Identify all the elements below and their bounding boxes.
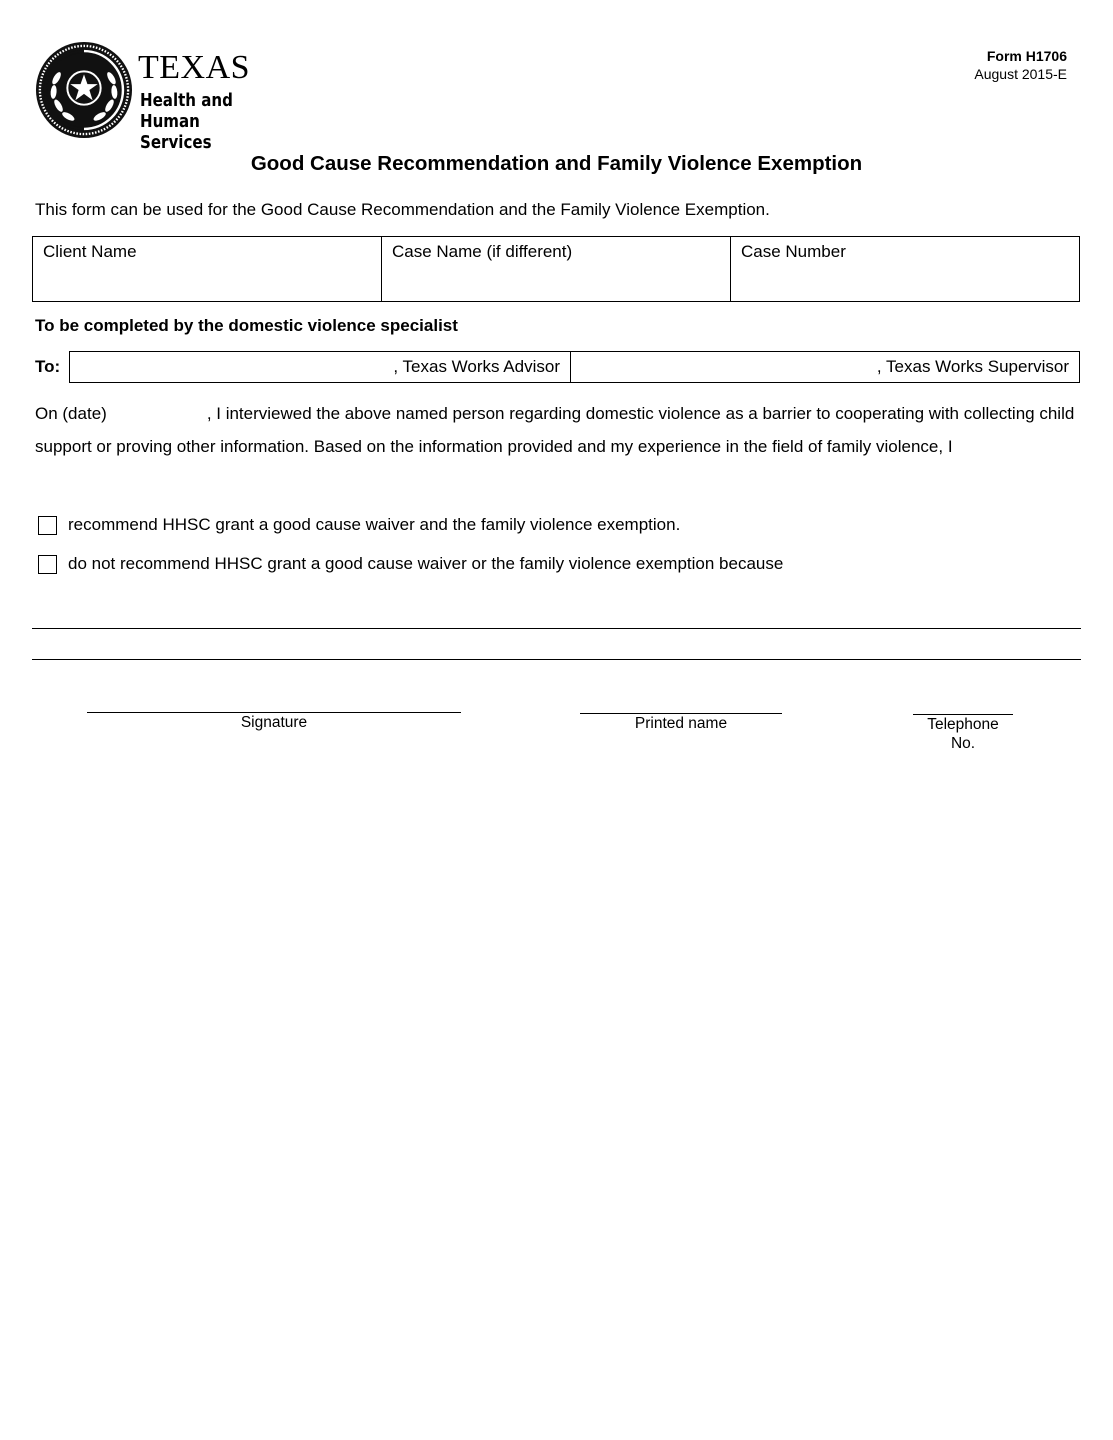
specialist-heading: To be completed by the domestic violence specialist xyxy=(35,316,458,335)
logo-line-3: Services xyxy=(140,133,212,153)
case-number-label: Case Number xyxy=(741,242,846,261)
case-name-field[interactable] xyxy=(382,237,731,301)
reason-line-2[interactable] xyxy=(32,659,1081,660)
client-name-label: Client Name xyxy=(43,242,137,261)
logo-line-2: Health and Human xyxy=(140,91,233,132)
recommend-checkbox[interactable] xyxy=(38,516,57,535)
interview-statement xyxy=(35,398,1080,463)
form-identifier xyxy=(974,47,1067,83)
printed-name-block xyxy=(580,713,782,733)
to-label: To: xyxy=(35,357,61,376)
telephone-block xyxy=(913,714,1013,753)
recommend-option xyxy=(38,515,680,535)
do-not-recommend-option xyxy=(38,554,783,574)
statement-text: , I interviewed the above named person regarding domestic violence as a barrier to cooperating with collecting child support or proving other information. Based on the information provided and my experience in the field of family violence, I xyxy=(35,404,1075,456)
intro-text: This form can be used for the Good Cause Recommendation and the Family Violence Exemption. xyxy=(35,200,770,219)
logo-texas-text: TEXAS xyxy=(138,49,251,86)
supervisor-suffix: , Texas Works Supervisor xyxy=(876,357,1069,376)
advisor-suffix: , Texas Works Advisor xyxy=(393,357,560,376)
logo-agency-text xyxy=(140,91,269,154)
form-date: August 2015-E xyxy=(974,66,1067,82)
printed-name-label: Printed name xyxy=(634,715,728,732)
signature-block xyxy=(87,712,461,732)
case-number-field[interactable] xyxy=(731,237,1079,301)
supervisor-name-field[interactable] xyxy=(571,352,1079,382)
telephone-label-line2: No. xyxy=(950,735,976,752)
do-not-recommend-label: do not recommend HHSC grant a good cause waiver or the family violence exemption because xyxy=(68,554,784,573)
do-not-recommend-checkbox[interactable] xyxy=(38,555,57,574)
case-info-table xyxy=(32,236,1080,302)
page-title: Good Cause Recommendation and Family Violence Exemption xyxy=(250,152,863,175)
advisor-name-field[interactable] xyxy=(70,352,571,382)
client-name-field[interactable] xyxy=(33,237,382,301)
hhs-logo xyxy=(35,41,290,153)
recommend-label: recommend HHSC grant a good cause waiver and the family violence exemption. xyxy=(68,515,681,534)
form-number: Form H1706 xyxy=(986,48,1067,64)
case-name-label: Case Name (if different) xyxy=(392,242,573,261)
date-prefix: On (date) xyxy=(35,404,107,423)
texas-seal-icon xyxy=(35,41,133,139)
signature-label: Signature xyxy=(240,714,308,731)
telephone-label-line1: Telephone xyxy=(927,716,999,733)
reason-line-1[interactable] xyxy=(32,628,1081,629)
to-row xyxy=(69,351,1080,383)
